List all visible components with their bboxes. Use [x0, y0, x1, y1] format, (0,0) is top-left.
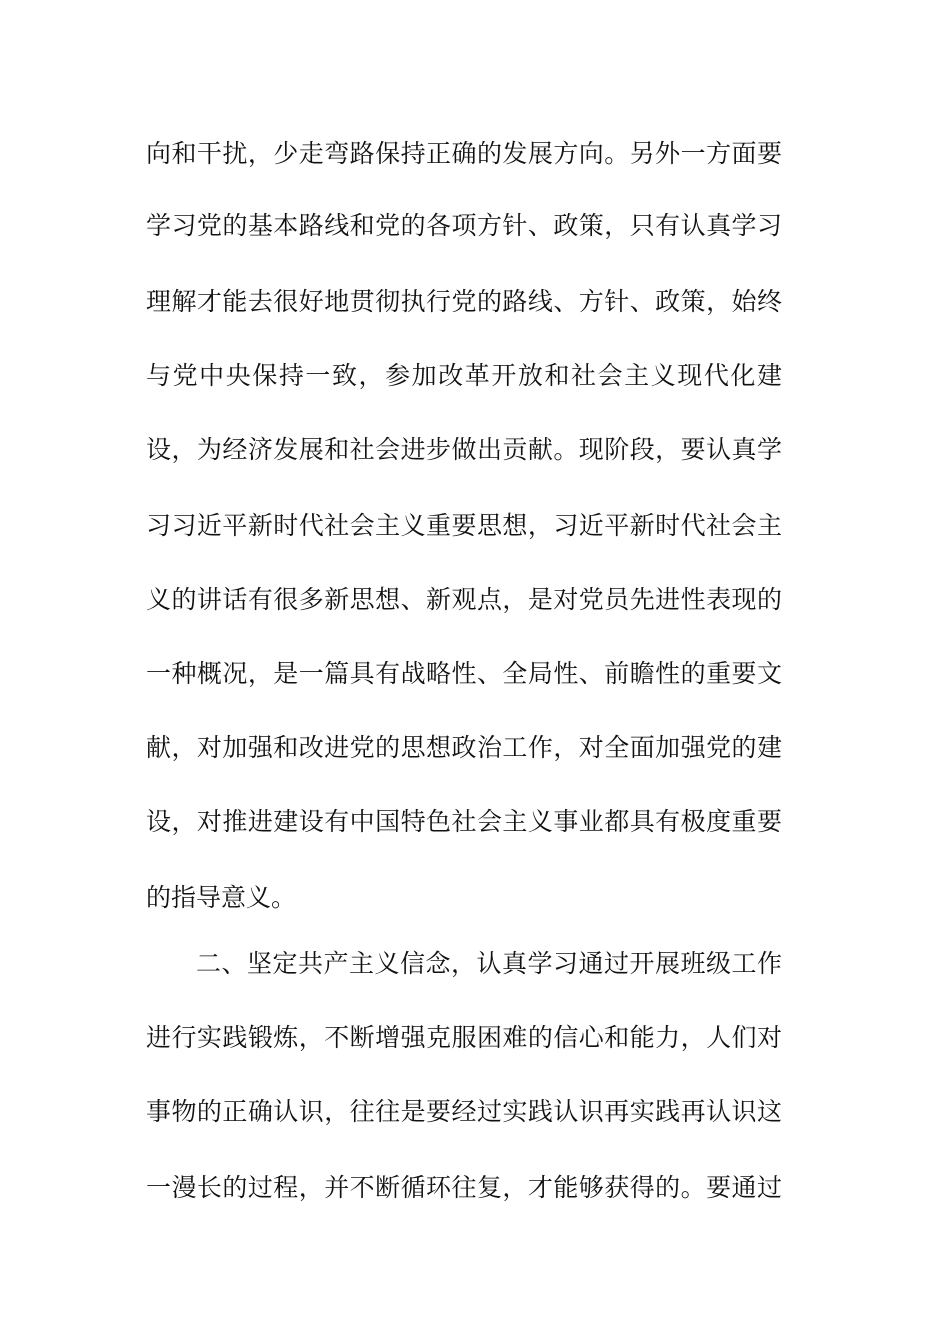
text-line: 义的讲话有很多新思想、新观点，是对党员先进性表现的 [146, 585, 782, 614]
text-line: 献，对加强和改进党的思想政治工作，对全面加强党的建 [146, 733, 782, 762]
text-line: 的指导意义。 [146, 883, 297, 912]
text-line: 与党中央保持一致，参加改革开放和社会主义现代化建 [146, 361, 782, 390]
text-line: 事物的正确认识，往往是要经过实践认识再实践再认识这 [146, 1097, 782, 1126]
text-line: 设，为经济发展和社会进步做出贡献。现阶段，要认真学 [146, 435, 782, 464]
text-line: 一种概况，是一篇具有战略性、全局性、前瞻性的重要文 [146, 659, 782, 688]
text-line: 学习党的基本路线和党的各项方针、政策，只有认真学习 [146, 211, 782, 240]
text-line: 习习近平新时代社会主义重要思想，习近平新时代社会主 [146, 511, 782, 540]
text-line: 向和干扰，少走弯路保持正确的发展方向。另外一方面要 [146, 139, 782, 168]
text-line: 进行实践锻炼，不断增强克服困难的信心和能力，人们对 [146, 1023, 782, 1052]
paragraph-heading-line: 二、坚定共产主义信念，认真学习通过开展班级工作 [196, 949, 782, 978]
text-line: 理解才能去很好地贯彻执行党的路线、方针、政策，始终 [146, 287, 782, 316]
text-line: 一漫长的过程，并不断循环往复，才能够获得的。要通过 [146, 1173, 782, 1202]
text-line: 设，对推进建设有中国特色社会主义事业都具有极度重要 [146, 807, 782, 836]
